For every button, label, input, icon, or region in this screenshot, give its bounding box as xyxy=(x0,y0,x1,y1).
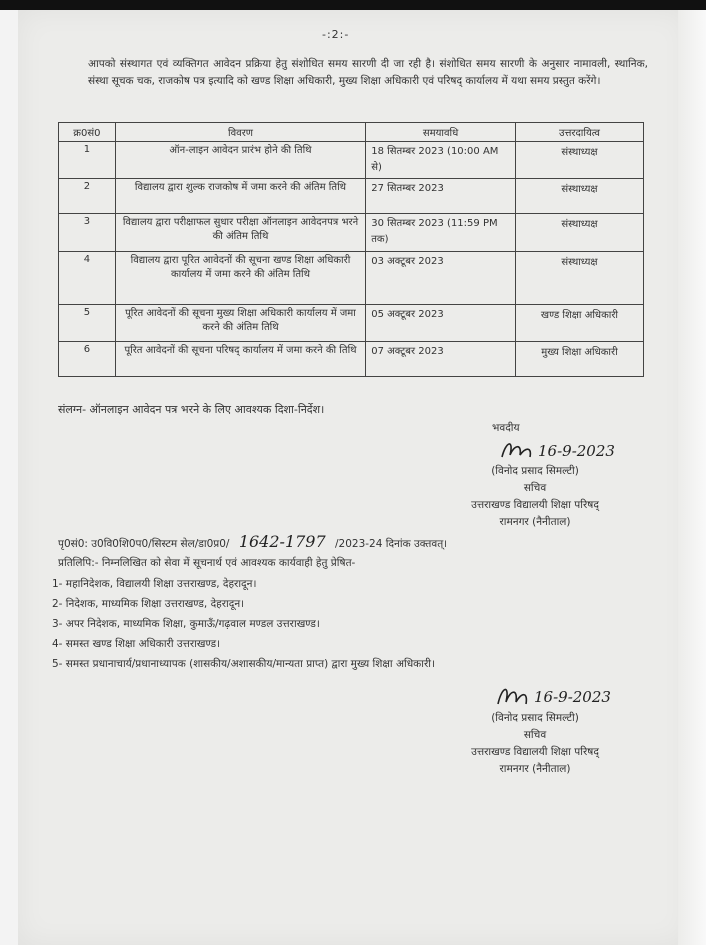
cell-responsibility: मुख्य शिक्षा अधिकारी xyxy=(515,342,643,377)
cell-serial: 3 xyxy=(59,214,116,252)
cell-responsibility: संस्थाध्यक्ष xyxy=(515,252,643,305)
handwritten-signature-icon xyxy=(410,680,660,710)
top-bar xyxy=(0,0,706,10)
cell-responsibility: संस्थाध्यक्ष xyxy=(515,214,643,252)
signature-date: 16-9-2023 xyxy=(538,442,615,460)
cell-date: 18 सितम्बर 2023 (10:00 AM से) xyxy=(366,142,516,179)
cell-date: 30 सितम्बर 2023 (11:59 PM तक) xyxy=(366,214,516,252)
cell-date: 03 अक्टूबर 2023 xyxy=(366,252,516,305)
cell-date: 27 सितम्बर 2023 xyxy=(366,179,516,214)
cell-description: पूरित आवेदनों की सूचना परिषद् कार्यालय में जमा करने की तिथि xyxy=(115,342,365,377)
cell-responsibility: संस्थाध्यक्ष xyxy=(515,142,643,179)
copy-list xyxy=(52,574,672,674)
list-item: 1- महानिदेशक, विद्यालयी शिक्षा उत्तराखण्ड, देहरादून। xyxy=(52,578,257,590)
reference-prefix: पृ0सं0: उ0वि0शि0प0/सिस्टम सेल/डा0प्र0/ xyxy=(58,538,230,550)
list-item: 2- निदेशक, माध्यमिक शिक्षा उत्तराखण्ड, देहरादून। xyxy=(52,598,245,610)
list-item: 5- समस्त प्रधानाचार्य/प्रधानाध्यापक (शासकीय/अशासकीय/मान्यता प्राप्त) द्वारा मुख्य शिक्षा अधिकारी। xyxy=(52,658,435,670)
signatory-name: (विनोद प्रसाद सिमल्टी) xyxy=(491,712,579,724)
signature-block-1 xyxy=(410,420,660,531)
header-serial: क्र0सं0 xyxy=(59,123,116,142)
cell-serial: 6 xyxy=(59,342,116,377)
page-edge-shadow xyxy=(678,10,706,945)
table-row xyxy=(59,142,644,179)
reference-number: 1642-1797 xyxy=(238,532,326,551)
reference-suffix: /2023-24 दिनांक उक्तवत्। xyxy=(335,538,448,550)
cell-description: विद्यालय द्वारा पूरित आवेदनों की सूचना खण्ड शिक्षा अधिकारी कार्यालय में जमा करने की अंतिम तिथि xyxy=(115,252,365,305)
page-number-mark: -:2:- xyxy=(322,28,350,41)
cell-serial: 5 xyxy=(59,305,116,342)
table-row xyxy=(59,179,644,214)
header-timeline: समयावधि xyxy=(366,123,516,142)
cell-serial: 1 xyxy=(59,142,116,179)
signatory-place: रामनगर (नैनीताल) xyxy=(499,516,571,528)
cell-responsibility: संस्थाध्यक्ष xyxy=(515,179,643,214)
cell-description: ऑन-लाइन आवेदन प्रारंभ होने की तिथि xyxy=(115,142,365,179)
header-responsibility: उत्तरदायित्व xyxy=(515,123,643,142)
signatory-designation: सचिव xyxy=(523,729,547,741)
intro-paragraph: आपको संस्थागत एवं व्यक्तिगत आवेदन प्रक्रिया हेतु संशोधित समय सारणी दी जा रही है। संशोधित समय सारणी के अनुसार नामावली, स्थानिक, संस्था सूचक चक, राजकोष पत्र इत्यादि को खण्ड शिक्षा अधिकारी, मुख्य शिक्षा अधिकारी एवं परिषद् कार्यालय में यथा समय प्रस्तुत करेंगे। xyxy=(88,58,648,87)
cell-serial: 4 xyxy=(59,252,116,305)
signatory-name: (विनोद प्रसाद सिमल्टी) xyxy=(491,465,579,477)
signature-block-2 xyxy=(410,680,660,778)
signatory-organization: उत्तराखण्ड विद्यालयी शिक्षा परिषद् xyxy=(471,499,599,511)
cell-date: 05 अक्टूबर 2023 xyxy=(366,305,516,342)
list-item: 3- अपर निदेशक, माध्यमिक शिक्षा, कुमाऊँ/गढ़वाल मण्डल उत्तराखण्ड। xyxy=(52,618,320,630)
signature-date: 16-9-2023 xyxy=(534,688,611,706)
cell-responsibility: खण्ड शिक्षा अधिकारी xyxy=(515,305,643,342)
cell-description: पूरित आवेदनों की सूचना मुख्य शिक्षा अधिकारी कार्यालय में जमा करने की अंतिम तिथि xyxy=(115,305,365,342)
reference-line xyxy=(58,532,658,551)
table-row xyxy=(59,252,644,305)
signatory-place: रामनगर (नैनीताल) xyxy=(499,763,571,775)
schedule-table xyxy=(58,122,644,377)
table-row xyxy=(59,305,644,342)
table-header-row xyxy=(59,123,644,142)
copy-heading: प्रतिलिपि:- निम्नलिखित को सेवा में सूचनार्थ एवं आवश्यक कार्यवाही हेतु प्रेषित- xyxy=(58,557,356,569)
header-description: विवरण xyxy=(115,123,365,142)
cell-serial: 2 xyxy=(59,179,116,214)
cell-description: विद्यालय द्वारा परीक्षाफल सुधार परीक्षा ऑनलाइन आवेदनपत्र भरने की अंतिम तिथि xyxy=(115,214,365,252)
cell-date: 07 अक्टूबर 2023 xyxy=(366,342,516,377)
handwritten-signature-icon xyxy=(410,437,660,463)
signatory-designation: सचिव xyxy=(523,482,547,494)
table-row xyxy=(59,342,644,377)
list-item: 4- समस्त खण्ड शिक्षा अधिकारी उत्तराखण्ड। xyxy=(52,638,221,650)
enclosure-note: संलग्न- ऑनलाइन आवेदन पत्र भरने के लिए आवश्यक दिशा-निर्देश। xyxy=(58,403,325,416)
table-row xyxy=(59,214,644,252)
closing-text: भवदीय xyxy=(492,422,520,434)
signatory-organization: उत्तराखण्ड विद्यालयी शिक्षा परिषद् xyxy=(471,746,599,758)
cell-description: विद्यालय द्वारा शुल्क राजकोष में जमा करने की अंतिम तिथि xyxy=(115,179,365,214)
